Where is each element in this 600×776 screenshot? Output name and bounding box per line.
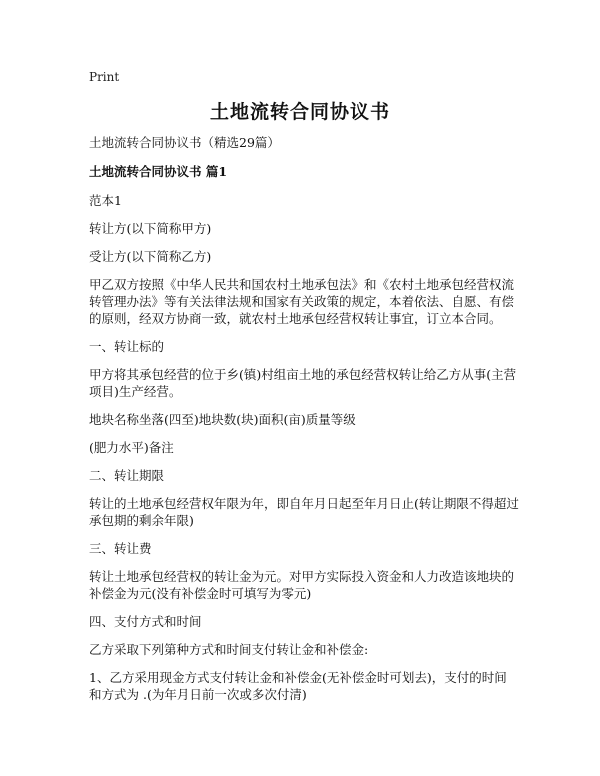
paragraph-term: 转让的土地承包经营权年限为年，即自年月日起至年月日止(转让期限不得超过承包期的剩余年限) — [89, 496, 519, 528]
clause-heading-fee: 三、转让费 — [89, 541, 152, 556]
paragraph-land-fields: 地块名称坐落(四至)地块数(块)面积(亩)质量等级 — [89, 412, 356, 427]
paragraph-fee: 转让土地承包经营权的转让金为元。对甲方实际投入资金和人力改造该地块的补偿金为元(没有补偿金时可填写为零元) — [89, 569, 515, 601]
paragraph-transferee: 受让方(以下简称乙方) — [89, 249, 212, 264]
document-title: 土地流转合同协议书 — [209, 101, 390, 123]
document-body — [89, 134, 519, 714]
clause-heading-payment: 四、支付方式和时间 — [89, 614, 202, 629]
document-subtitle: 土地流转合同协议书（精选29篇） — [89, 135, 280, 150]
clause-heading-term: 二、转让期限 — [89, 468, 165, 483]
paragraph-template-label: 范本1 — [89, 193, 122, 208]
print-link[interactable]: Print — [89, 70, 120, 84]
paragraph-fertility-notes: (肥力水平)备注 — [89, 440, 174, 455]
paragraph-payment-cash: 1、乙方采用现金方式支付转让金和补偿金(无补偿金时可划去)，支付的时间和方式为 .(为年月日前一次或多次付清) — [89, 670, 507, 702]
paragraph-transferor: 转让方(以下简称甲方) — [89, 221, 212, 236]
section-heading: 土地流转合同协议书 篇1 — [89, 164, 228, 179]
paragraph-subject: 甲方将其承包经营的位于乡(镇)村组亩土地的承包经营权转让给乙方从事(主营项目)生产经营。 — [89, 367, 517, 399]
paragraph-payment-intro: 乙方采取下列第种方式和时间支付转让金和补偿金: — [89, 642, 369, 657]
clause-heading-subject: 一、转让标的 — [89, 339, 165, 354]
paragraph-preamble: 甲乙双方按照《中华人民共和国农村土地承包法》和《农村土地承包经营权流转管理办法》等有关法律法规和国家有关政策的规定，本着依法、自愿、有偿的原则，经双方协商一致，就农村土地承包经营权转让事宜，订立本合同。 — [89, 277, 515, 326]
